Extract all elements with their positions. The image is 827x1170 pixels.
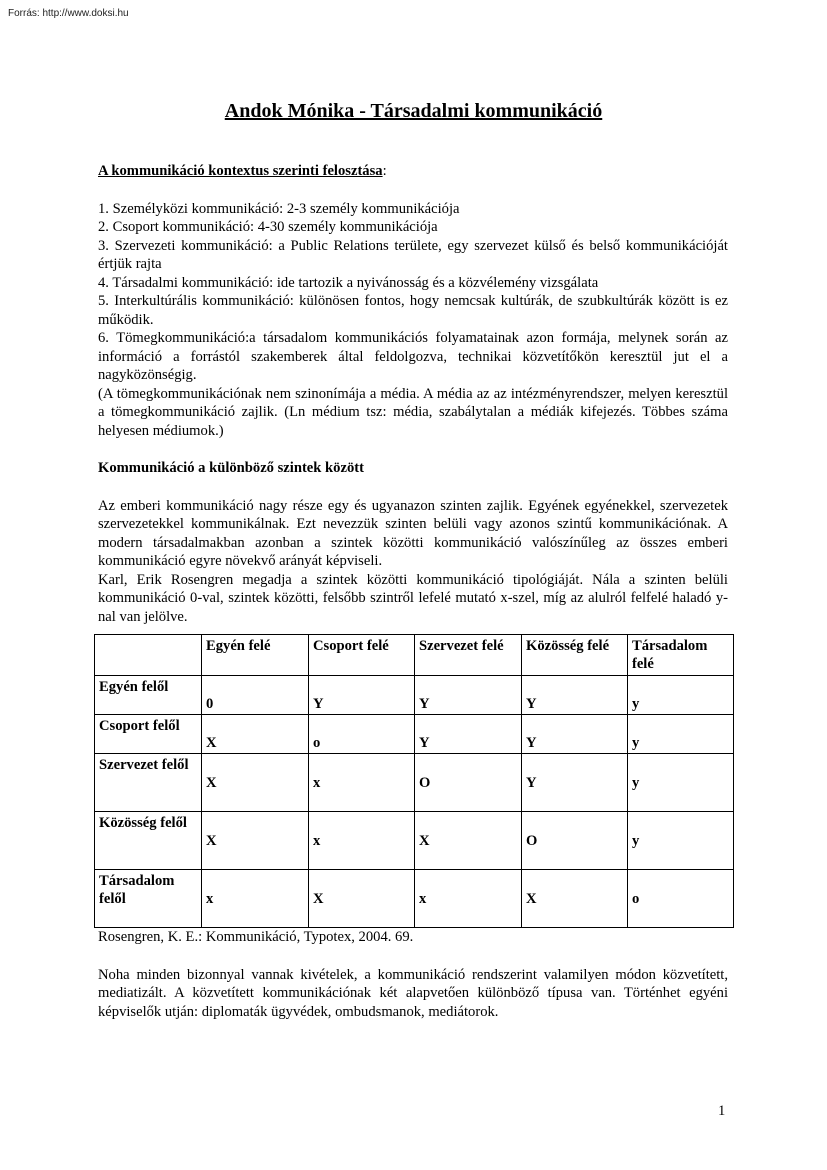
- list-item: 5. Interkultúrális kommunikáció: különösen fontos, hogy nemcsak kultúrák, de szubkultúrák között is ez működik.: [98, 293, 728, 328]
- table-cell: X: [521, 870, 627, 928]
- list-item: 3. Szervezeti kommunikáció: a Public Relations területe, egy szervezet külső és belső kommunikációját értjük rajta: [98, 237, 728, 272]
- table-row: [95, 676, 734, 715]
- citation: Rosengren, K. E.: Kommunikáció, Typotex, 2004. 69.: [98, 929, 414, 945]
- list-item: 4. Társadalmi kommunikáció: ide tartozik a nyivánosság és a közvélemény vizsgálata: [98, 274, 599, 291]
- document-title: Andok Mónika - Társadalmi kommunikáció: [224, 100, 603, 122]
- column-header: Társadalom felé: [627, 635, 733, 676]
- row-header: Csoport felől: [95, 715, 202, 754]
- column-header: Csoport felé: [309, 635, 415, 676]
- table-cell: X: [414, 812, 521, 870]
- table-cell: x: [309, 812, 415, 870]
- table-row: [95, 715, 734, 754]
- table-cell: O: [414, 754, 521, 812]
- section-heading-suffix: :: [382, 163, 387, 179]
- table-row: [95, 754, 734, 812]
- list-item: (A tömegkommunikációnak nem szinonímája a média. A média az az intézményrendszer, melyen keresztül a tömegkommunikáció zajlik. (Ln médium tsz: média, szabálytalan a médiák kifejezés. Többes száma helyesen médiumok.): [98, 385, 728, 439]
- table-cell: Y: [414, 715, 521, 754]
- table-cell: Y: [521, 754, 627, 812]
- page-number: 1: [718, 1103, 726, 1119]
- paragraph: Az emberi kommunikáció nagy része egy és ugyanazon szinten zajlik. Egyének egyénekkel, szervezetek szervezetekkel kommunikálnak. Ezt nevezzük szinten belüli vagy azonos szintű kommunikációnak. A modern társadalmakban azonban a szintek közötti kommunikáció valószínűleg az összes emberi kommunikáció egyre növekvő arányát képviseli.: [98, 497, 728, 569]
- table-cell: x: [414, 870, 521, 928]
- table-cell: y: [627, 812, 733, 870]
- table-cell: X: [309, 870, 415, 928]
- table-cell: Y: [309, 676, 415, 715]
- list-item: 2. Csoport kommunikáció: 4-30 személy kommunikációja: [98, 219, 438, 235]
- table-cell: o: [627, 870, 733, 928]
- communication-matrix-table: [94, 634, 734, 928]
- table-cell: x: [202, 870, 309, 928]
- row-header: Közösség felől: [95, 812, 202, 870]
- table-cell: X: [202, 715, 309, 754]
- table-cell: Y: [521, 676, 627, 715]
- table-row: [95, 870, 734, 928]
- table-cell: y: [627, 676, 733, 715]
- column-header: Közösség felé: [521, 635, 627, 676]
- table-header-row: [95, 635, 734, 676]
- table-cell: Y: [414, 676, 521, 715]
- column-header: Egyén felé: [202, 635, 309, 676]
- section-heading-context: [98, 162, 728, 181]
- source-url: Forrás: http://www.doksi.hu: [8, 8, 129, 19]
- closing-paragraph: Noha minden bizonnyal vannak kivételek, a kommunikáció rendszerint valamilyen módon közvetített, mediatizált. A közvetített kommunikációnak két alapvetően különböző típusa van. Történhet egyéni képviselők utján: diplomaták ügyvédek, ombudsmanok, mediátorok.: [98, 966, 728, 1020]
- table-cell: 0: [202, 676, 309, 715]
- table-cell: o: [309, 715, 415, 754]
- list-item: 1. Személyközi kommunikáció: 2-3 személy kommunikációja: [98, 200, 460, 217]
- table-cell: O: [521, 812, 627, 870]
- table-cell: x: [309, 754, 415, 812]
- row-header: Társadalom felől: [95, 870, 202, 928]
- section-heading-text: A kommunikáció kontextus szerinti felosztása: [98, 163, 383, 179]
- table-cell: y: [627, 754, 733, 812]
- table-cell: Y: [521, 715, 627, 754]
- table-cell: X: [202, 812, 309, 870]
- table-corner-cell: [95, 635, 202, 676]
- list-item: 6. Tömegkommunikáció:a társadalom kommunikációs folyamatainak azon formája, melynek során az információ a forrástól szakemberek által feldolgozva, technikai közvetítőkön keresztül jut el a nagyközönségig.: [98, 330, 728, 383]
- table-cell: y: [627, 715, 733, 754]
- document-body: [98, 162, 728, 1021]
- table-row: [95, 812, 734, 870]
- row-header: Egyén felől: [95, 676, 202, 715]
- table-cell: X: [202, 754, 309, 812]
- row-header: Szervezet felől: [95, 754, 202, 812]
- paragraph: Karl, Erik Rosengren megadja a szintek közötti kommunikáció tipológiáját. Nála a szinten belüli kommunikáció 0-val, szintek közötti, felsőbb szintről lefelé mutató x-szel, míg az alulról felfelé haladó y-nal van jelölve.: [98, 571, 728, 625]
- column-header: Szervezet felé: [414, 635, 521, 676]
- section-heading-levels: Kommunikáció a különböző szintek között: [98, 460, 364, 476]
